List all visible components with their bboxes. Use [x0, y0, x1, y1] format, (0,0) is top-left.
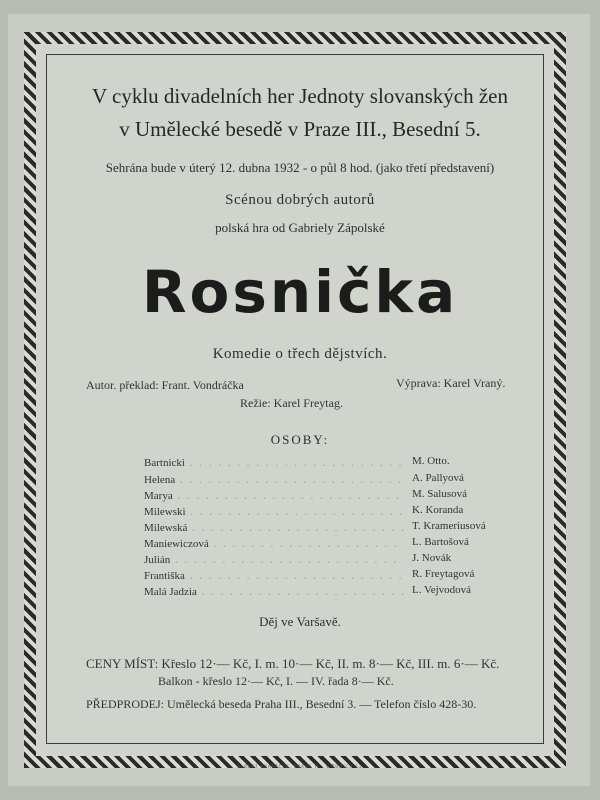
prices-line-1: CENY MÍST: Křeslo 12·— Kč, I. m. 10·— Kč, II. m. 8·— Kč, III. m. 6·— Kč.	[86, 656, 500, 671]
cast-heading: OSOBY:	[270, 432, 330, 447]
cast-role: Františka . . .	[144, 570, 404, 582]
header-line-1: V cyklu divadelních her Jednoty slovanských žen	[91, 84, 508, 108]
credit-design: Výprava: Karel Vraný.	[396, 376, 506, 390]
credit-author: Autor. překlad: Frant. Vondráčka	[86, 378, 244, 392]
play-title: Rosnička	[141, 258, 459, 326]
cast-actor: M. Otto.	[412, 455, 450, 467]
cast-role: Milewski . . .	[144, 506, 404, 518]
cast-actor: M. Salusová	[412, 488, 467, 500]
performance-date: Sehrána bude v úterý 12. dubna 1932 - o půl 8 hod. (jako třetí představení)	[105, 160, 495, 175]
cast-actor: J. Novák	[412, 552, 452, 564]
cast-actor: L. Vejvodová	[412, 584, 472, 596]
cast-actor: R. Freytagová	[412, 568, 475, 580]
cast-role: Milewská . . .	[144, 522, 404, 534]
cast-role: Julián . . .	[144, 554, 404, 566]
prices-line-2: Balkon - křeslo 12·— Kč, I. — IV. řada 8·— Kč.	[158, 674, 394, 688]
series-name: Scénou dobrých autorů	[225, 192, 375, 208]
cast-actor: K. Koranda	[412, 504, 464, 516]
play-genre: Komedie o třech dějstvích.	[212, 346, 388, 362]
header-line-2: v Umělecké besedě v Praze III., Besední 5.	[119, 117, 481, 141]
cast-role: Helena . . .	[144, 474, 404, 486]
cast-role: Maniewiczová . . .	[144, 538, 404, 550]
presale-info: PŘEDPRODEJ: Umělecká beseda Praha III., Besední 3. — Telefon číslo 428-30.	[86, 697, 477, 711]
cast-role: Malá Jadzia . . .	[144, 586, 404, 598]
cast-actor: A. Pallyová	[412, 472, 464, 484]
play-subtitle: polská hra od Gabriely Zápolské	[215, 220, 385, 235]
cast-role: Bartnicki . . .	[144, 457, 404, 469]
credit-director: Režie: Karel Freytag.	[240, 396, 343, 410]
play-setting: Děj ve Varšavě.	[259, 614, 341, 629]
cast-role: Marya . . .	[144, 490, 404, 502]
printer-imprint: ALBERT KRAPÁČEK, PRAHA II., V TŮNÍCH 12	[237, 764, 363, 769]
cast-actor: T. Krameriusová	[412, 520, 486, 532]
cast-actor: L. Bartošová	[412, 536, 469, 548]
